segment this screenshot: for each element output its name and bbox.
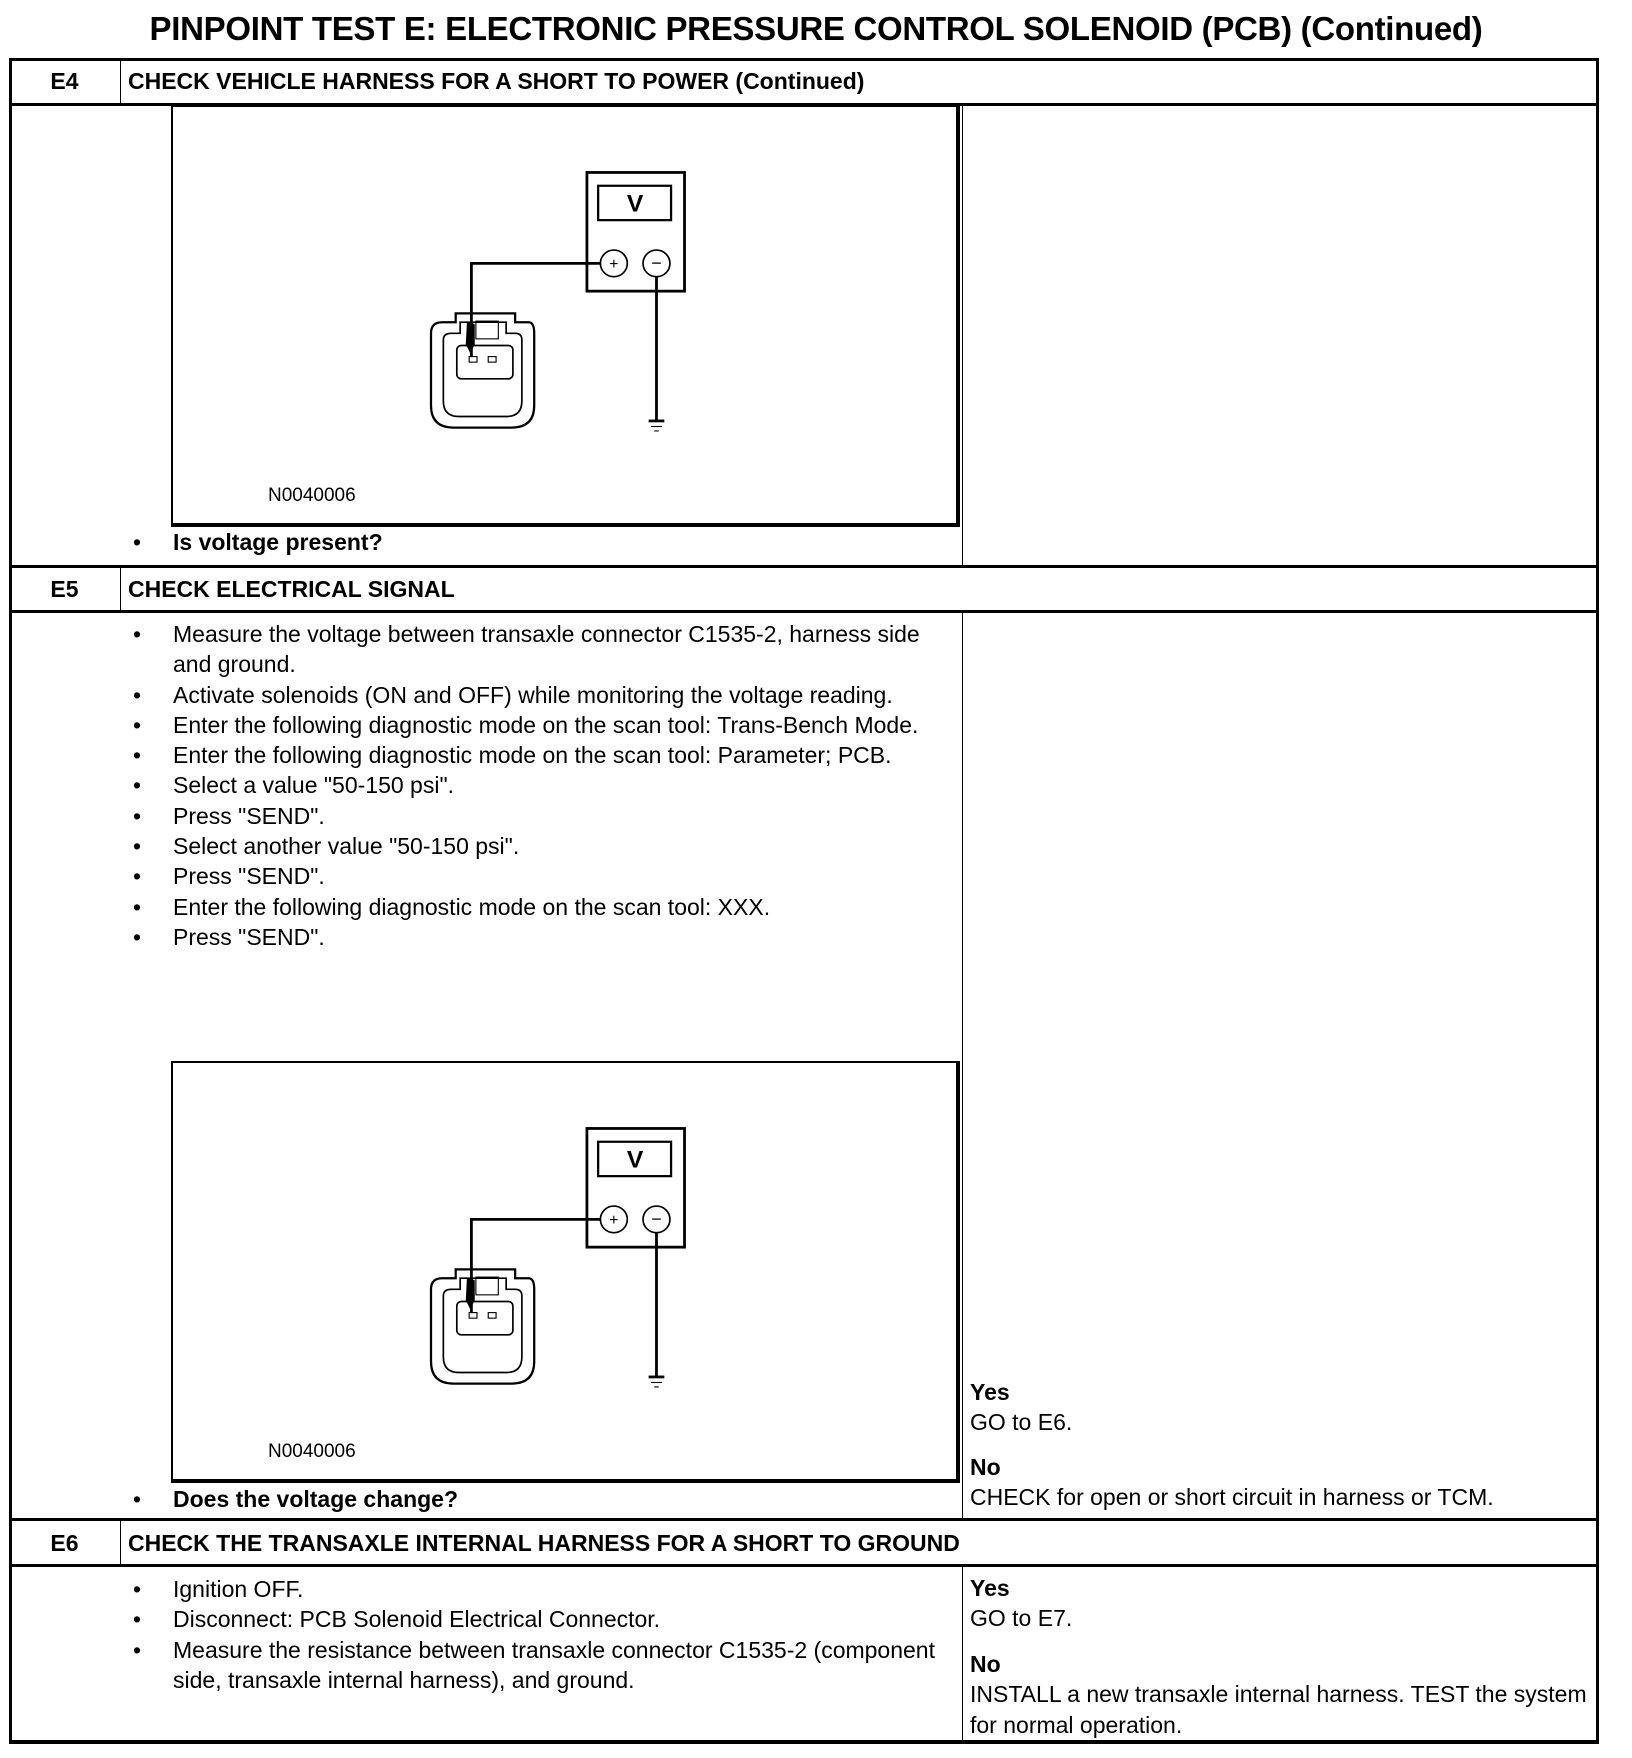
figure-id: N0040006 [268, 485, 356, 506]
instruction-item: • Enter the following diagnostic mode on the scan tool: XXX. [133, 892, 963, 922]
instruction-item: • Enter the following diagnostic mode on the scan tool: Trans-Bench Mode. [133, 710, 963, 740]
svg-text:+: + [609, 1212, 619, 1229]
meter-volt-label: V [626, 1146, 644, 1174]
step-heading: CHECK THE TRANSAXLE INTERNAL HARNESS FOR A SHORT TO GROUND [128, 1530, 960, 1556]
yes-action: GO to E7. [970, 1605, 1073, 1632]
divider [9, 1518, 1598, 1521]
step-heading: CHECK ELECTRICAL SIGNAL [128, 576, 455, 602]
no-action: CHECK for open or short circuit in harness or TCM. [970, 1484, 1494, 1511]
step-number: E5 [50, 576, 79, 602]
step-heading: CHECK VEHICLE HARNESS FOR A SHORT TO POWER (Continued) [128, 68, 865, 94]
divider [120, 565, 121, 612]
yes-action: GO to E6. [970, 1409, 1073, 1436]
question-label: Is voltage present? [173, 529, 383, 555]
divider [962, 104, 963, 566]
divider [9, 565, 1598, 568]
no-action: INSTALL a new transaxle internal harness. TEST the system for normal operation. [970, 1681, 1587, 1738]
question-text: • Does the voltage change? [133, 1486, 459, 1512]
yes-label: Yes [970, 1575, 1010, 1601]
result-no [970, 1649, 1590, 1740]
result-yes [970, 1573, 1590, 1634]
result-no [970, 1452, 1590, 1513]
instruction-item: • Press "SEND". [133, 861, 963, 891]
divider [9, 58, 1598, 61]
instruction-item: • Select another value "50-150 psi". [133, 831, 963, 861]
question-label: Does the voltage change? [173, 1486, 459, 1512]
instruction-list [133, 1574, 963, 1695]
divider [1596, 58, 1599, 1744]
step-number: E4 [50, 68, 79, 94]
step-number: E6 [50, 1530, 79, 1556]
no-label: No [970, 1651, 1001, 1677]
page-title: PINPOINT TEST E: ELECTRONIC PRESSURE CONTROL SOLENOID (PCB) (Continued) [149, 10, 1483, 47]
divider [9, 58, 12, 1744]
voltmeter-connector-illustration [173, 1063, 956, 1479]
divider [120, 1518, 121, 1566]
instruction-item: • Measure the resistance between transaxle connector C1535-2 (component side, transaxle internal harness), and ground. [133, 1635, 963, 1696]
divider [9, 1740, 1598, 1744]
result-yes [970, 1377, 1590, 1438]
instruction-item: • Press "SEND". [133, 801, 963, 831]
divider [120, 58, 121, 105]
voltmeter-diagram [171, 1061, 960, 1483]
instruction-item: • Disconnect: PCB Solenoid Electrical Connector. [133, 1604, 963, 1634]
voltmeter-connector-illustration [173, 107, 956, 523]
svg-text:−: − [651, 253, 662, 273]
instruction-item: • Press "SEND". [133, 922, 963, 952]
instruction-item: • Measure the voltage between transaxle connector C1535-2, harness side and ground. [133, 619, 963, 680]
yes-label: Yes [970, 1379, 1010, 1405]
no-label: No [970, 1454, 1001, 1480]
instruction-item: • Select a value "50-150 psi". [133, 770, 963, 800]
instruction-item: • Enter the following diagnostic mode on the scan tool: Parameter; PCB. [133, 740, 963, 770]
voltmeter-diagram [171, 105, 960, 527]
divider [9, 610, 1598, 613]
figure-id: N0040006 [268, 1441, 356, 1462]
instruction-item: • Ignition OFF. [133, 1574, 963, 1604]
svg-text:+: + [609, 256, 619, 273]
question-text: • Is voltage present? [133, 529, 383, 555]
instruction-item: • Activate solenoids (ON and OFF) while monitoring the voltage reading. [133, 680, 963, 710]
svg-text:−: − [651, 1209, 662, 1229]
instruction-list [133, 619, 963, 952]
divider [9, 1564, 1598, 1567]
meter-volt-label: V [626, 190, 644, 218]
